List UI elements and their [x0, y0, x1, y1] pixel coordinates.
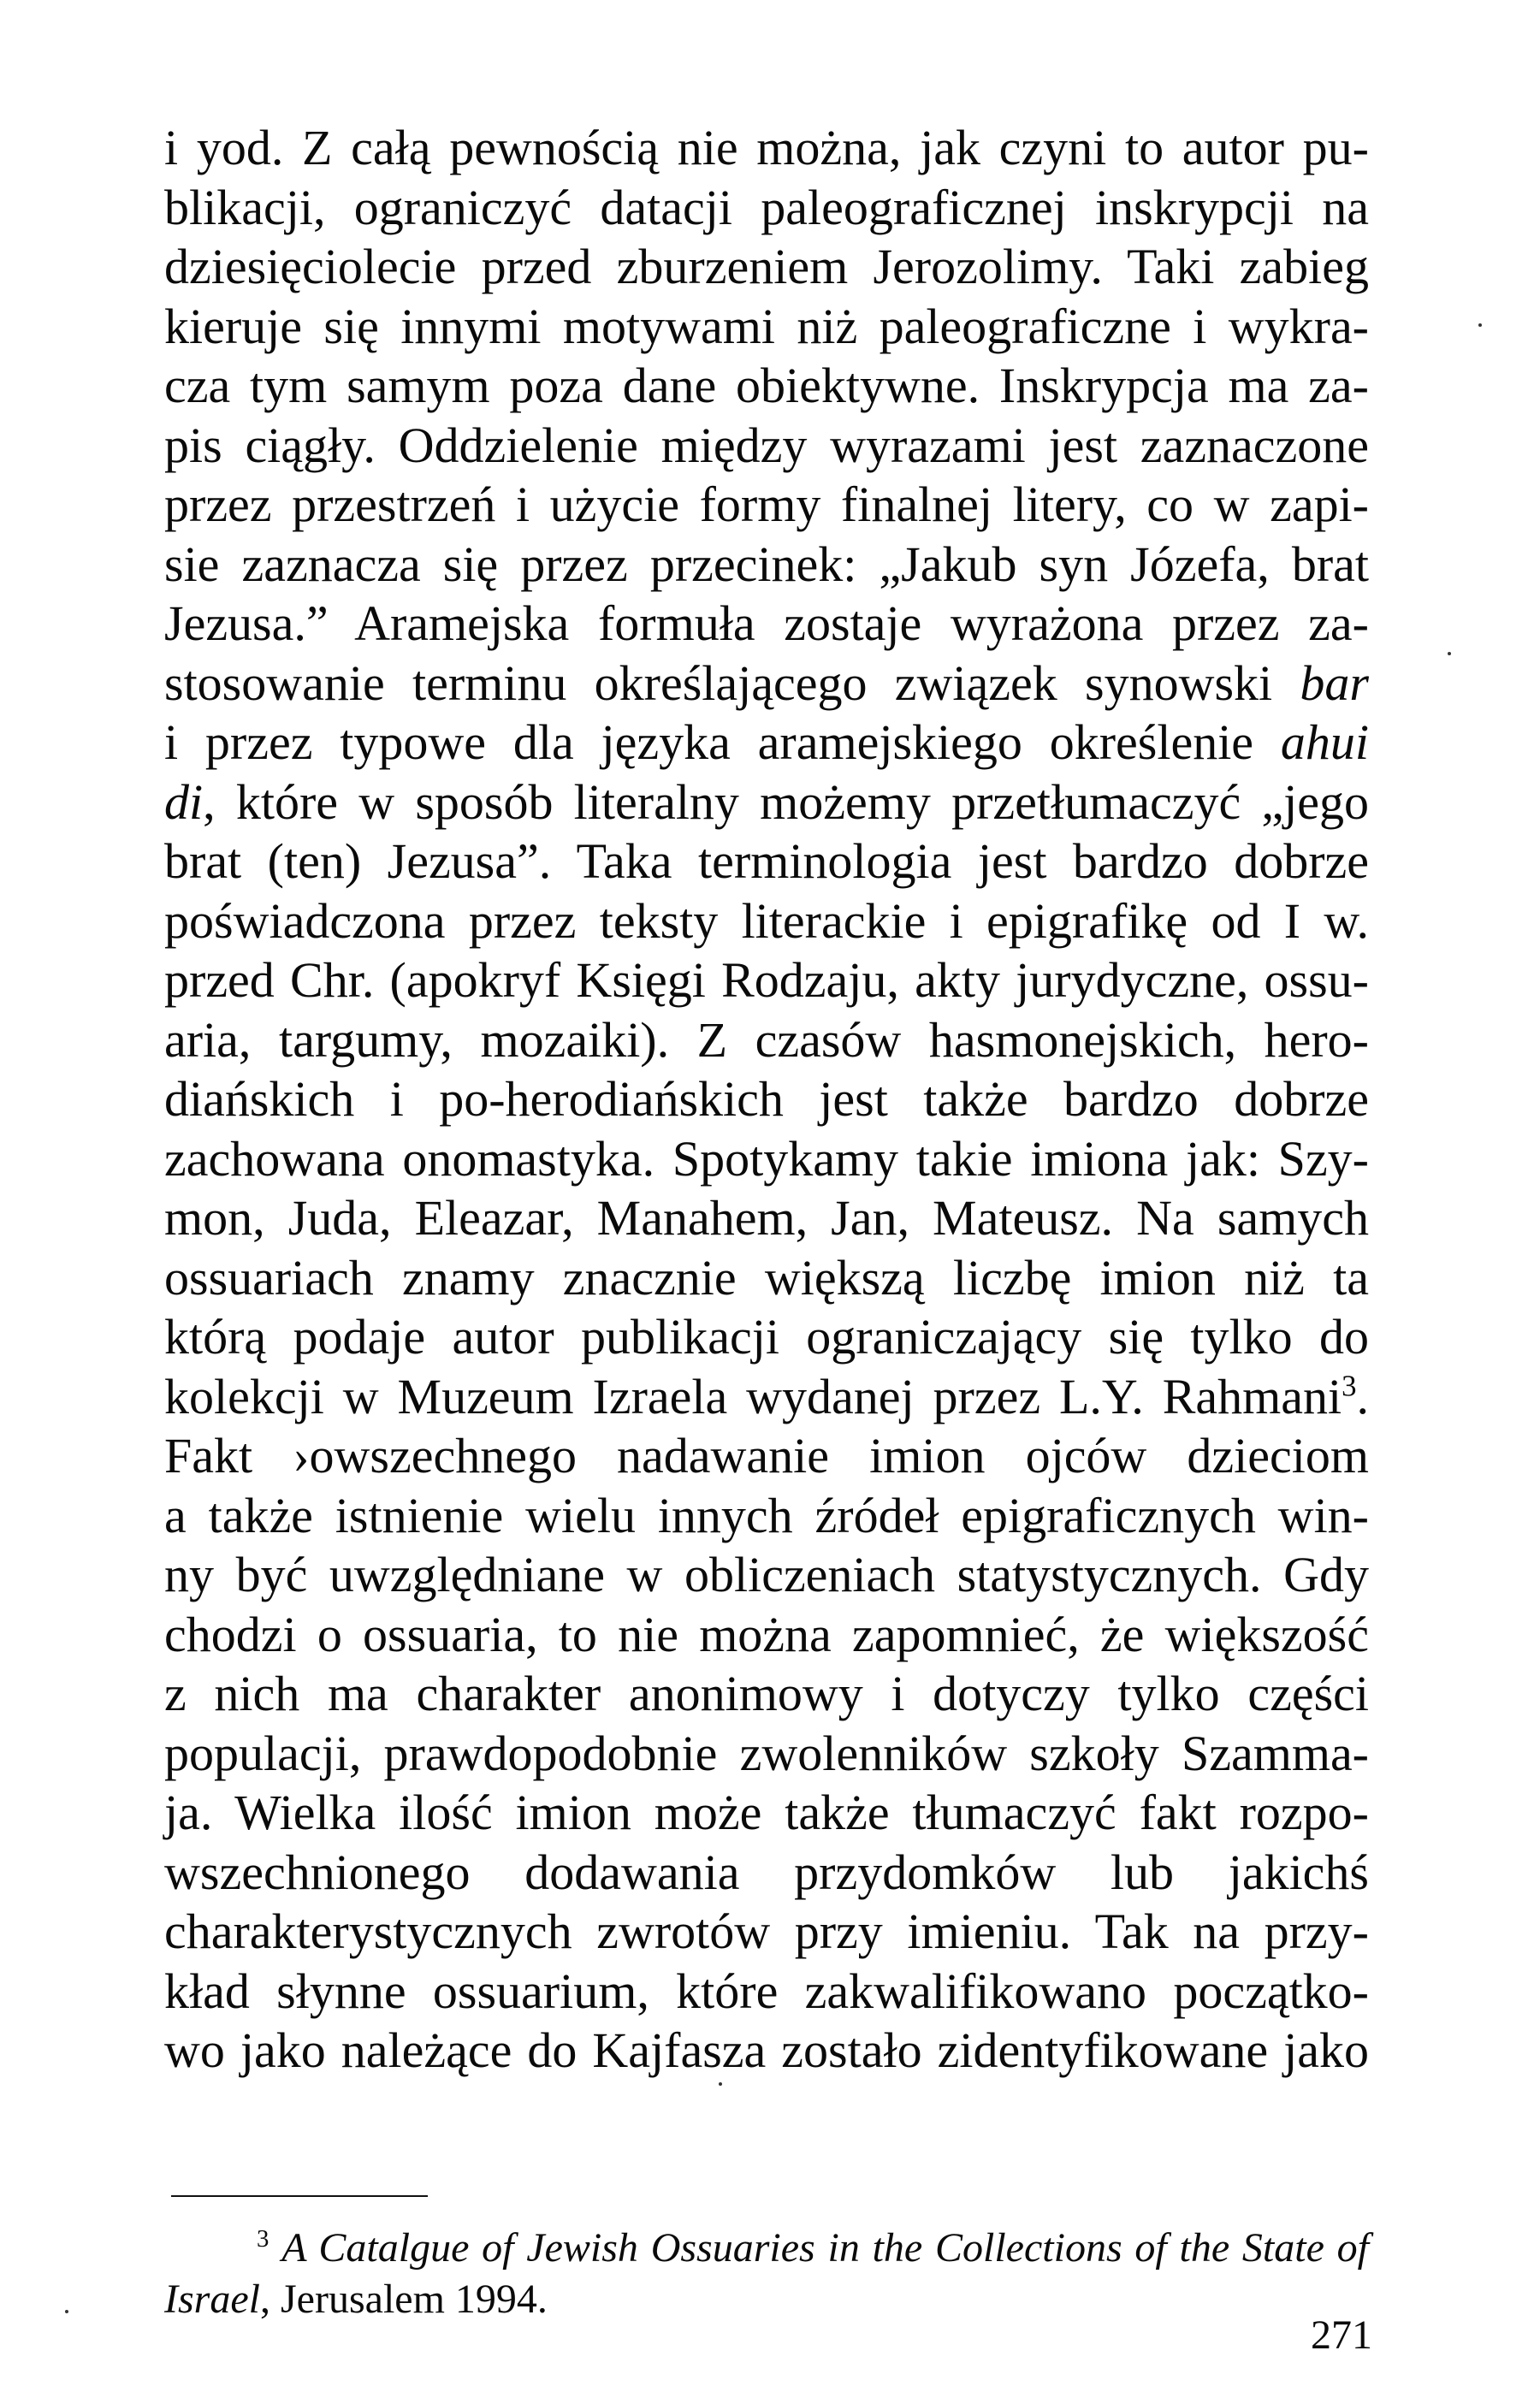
text-line: pis ciągły. Oddzielenie między wyrazami jest zaznaczone — [164, 417, 1369, 473]
text-line — [164, 1367, 1369, 1427]
scan-speck — [1448, 652, 1451, 655]
footnote — [164, 2223, 1369, 2325]
text-line: przez przestrzeń i użycie formy finalnej litery, co w zapi- — [164, 477, 1369, 532]
text-line: sie zaznacza się przez przecinek: „Jakub syn Józefa, brat — [164, 536, 1369, 592]
footnote-separator — [171, 2195, 428, 2197]
italic-term-di: di — [164, 773, 204, 830]
text-line: ja. Wielka ilość imion może także tłumaczyć fakt rozpo- — [164, 1785, 1369, 1840]
footnote-line — [164, 2274, 1369, 2325]
text-line: i yod. Z całą pewnością nie można, jak czyni to autor pu- — [164, 120, 1369, 175]
text-segment: stosowanie terminu określającego związek synowski — [164, 654, 1300, 711]
text-line: kład słynne ossuarium, które zakwalifikowano początko- — [164, 1963, 1369, 2019]
text-line: brat (ten) Jezusa”. Taka terminologia jest bardzo dobrze — [164, 833, 1369, 889]
text-line: zachowana onomastyka. Spotykamy takie imiona jak: Szy- — [164, 1130, 1369, 1187]
text-line: poświadczona przez teksty literackie i epigrafikę od I w. — [164, 892, 1369, 949]
main-text — [164, 118, 1369, 2081]
text-line: charakterystycznych zwrotów przy imieniu. Tak na przy- — [164, 1904, 1369, 1959]
text-line: z nich ma charakter anonimowy i dotyczy tylko części — [164, 1666, 1369, 1721]
scan-speck — [65, 2310, 68, 2313]
text-line: populacji, prawdopodobnie zwolenników szkoły Szamma- — [164, 1725, 1369, 1781]
scan-speck — [719, 2082, 722, 2086]
text-line: Fakt ›owszechnego nadawanie imion ojców dzieciom — [164, 1428, 1369, 1483]
text-line: wszechnionego dodawania przydomków lub jakichś — [164, 1844, 1369, 1900]
text-line: a także istnienie wielu innych źródeł epigraficznych win- — [164, 1487, 1369, 1543]
text-line: ny być uwzględniane w obliczeniach statystycznych. Gdy — [164, 1547, 1369, 1602]
text-line: aria, targumy, mozaiki). Z czasów hasmonejskich, hero- — [164, 1011, 1369, 1068]
text-line: przed Chr. (apokryf Księgi Rodzaju, akty jurydyczne, ossu- — [164, 952, 1369, 1008]
text-line: chodzi o ossuaria, to nie można zapomnieć, że większość — [164, 1606, 1369, 1662]
footnote-title-cont: Israel — [164, 2277, 260, 2322]
text-line — [164, 773, 1369, 832]
text-line — [164, 713, 1369, 773]
text-line — [164, 654, 1369, 713]
text-segment: kolekcji w Muzeum Izraela wydanej przez L.Y. Rahmani — [164, 1368, 1342, 1424]
text-segment: . — [1356, 1368, 1369, 1424]
text-segment: , które w sposób literalny możemy przetłumaczyć „jego — [203, 773, 1369, 830]
text-line: którą podaje autor publikacji ograniczający się tylko do — [164, 1309, 1369, 1365]
text-line: cza tym samym poza dane obiektywne. Inskrypcja ma za- — [164, 358, 1369, 413]
footnote-reference[interactable]: 3 — [1342, 1369, 1357, 1403]
text-segment: i przez typowe dla języka aramejskiego określenie — [164, 714, 1281, 770]
italic-term-bar: bar — [1300, 654, 1369, 711]
text-line: mon, Juda, Eleazar, Manahem, Jan, Mateusz. Na samych — [164, 1190, 1369, 1246]
scan-speck — [1478, 323, 1482, 327]
text-line: blikacji, ograniczyć datacji paleograficznej inskrypcji na — [164, 179, 1369, 235]
text-line: dziesięciolecie przed zburzeniem Jerozolimy. Taki zabieg — [164, 239, 1369, 294]
text-line: wo jako należące do Kajfasza zostało zidentyfikowane jako — [164, 2022, 1369, 2078]
text-line: kieruje się innymi motywami niż paleograficzne i wykra- — [164, 298, 1369, 354]
text-line: ossuariach znamy znacznie większą liczbę imion niż ta — [164, 1249, 1369, 1306]
footnote-number: 3 — [257, 2225, 270, 2253]
footnote-line — [164, 2223, 1369, 2274]
footnote-title: A Catalgue of Jewish Ossuaries in the Collections of the State of — [281, 2225, 1370, 2271]
italic-term-ahui: ahui — [1280, 714, 1369, 770]
text-line: Jezusa.” Aramejska formuła zostaje wyrażona przez za- — [164, 595, 1369, 651]
footnote-rest: , Jerusalem 1994. — [259, 2277, 548, 2322]
page-number: 271 — [1311, 2312, 1372, 2358]
text-line: diańskich i po-herodiańskich jest także bardzo dobrze — [164, 1071, 1369, 1127]
